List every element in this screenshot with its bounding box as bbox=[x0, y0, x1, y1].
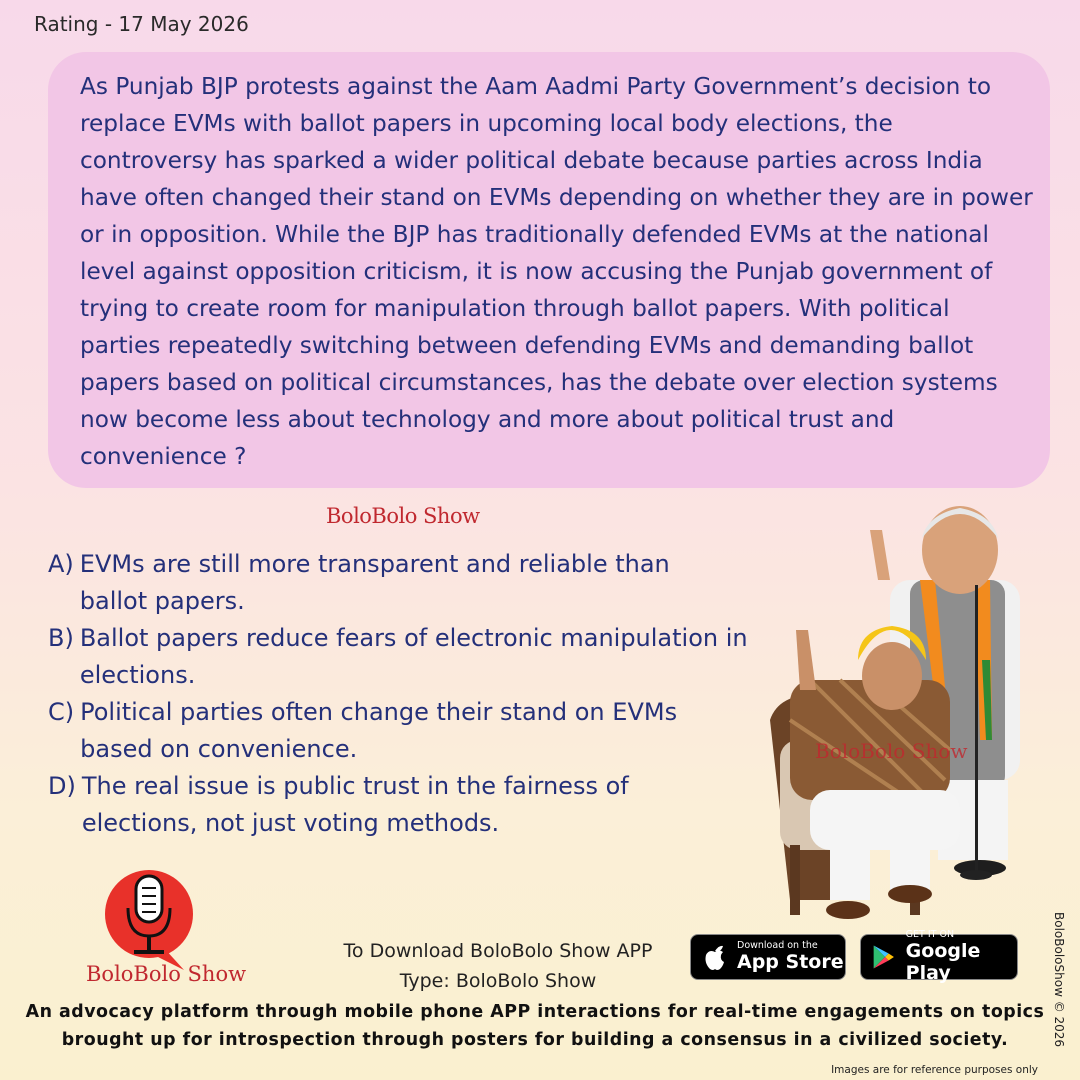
option-text: The real issue is public trust in the fairness of elections, not just voting methods. bbox=[81, 772, 629, 837]
option-text: EVMs are still more transparent and reliable than ballot papers. bbox=[79, 550, 670, 615]
google-play-big: Google Play bbox=[905, 940, 981, 984]
option-text: Ballot papers reduce fears of electronic manipulation in elections. bbox=[79, 624, 748, 689]
download-line-1: To Download BoloBolo Show APP bbox=[343, 940, 653, 962]
brand-watermark: BoloBolo Show bbox=[326, 504, 480, 528]
disclaimer-text: Images are for reference purposes only bbox=[831, 1064, 1038, 1076]
options-list bbox=[48, 546, 788, 842]
copyright-vertical bbox=[1048, 912, 1068, 1062]
google-play-small: GET IT ON bbox=[905, 929, 955, 940]
download-line-2: Type: BoloBolo Show bbox=[399, 970, 597, 992]
download-info bbox=[320, 936, 676, 996]
politicians-illustration bbox=[770, 490, 1040, 930]
option-letter: D) bbox=[48, 772, 76, 800]
illustration-watermark: BoloBolo Show bbox=[815, 739, 968, 763]
copyright-text: BoloBoloShow © 2026 bbox=[1052, 912, 1066, 1048]
option-a[interactable] bbox=[48, 546, 788, 620]
apple-icon bbox=[703, 943, 727, 971]
google-play-icon bbox=[871, 942, 896, 972]
option-letter: B) bbox=[48, 624, 74, 652]
question-box bbox=[48, 52, 1050, 488]
app-store-small: Download on the bbox=[737, 940, 818, 951]
question-text: As Punjab BJP protests against the Aam Aadmi Party Government’s decision to replace EVMs with ballot papers in upcoming local body elections, the controversy has sparked a wider political debate because parties across India have often changed their stand on EVMs depending on whether they are in power or in opposition. While the BJP has traditionally defended EVMs at the national level against opposition criticism, it is now accusing the Punjab government of trying to create room for manipulation through ballot papers. With political parties repeatedly switching between defending EVMs and demanding ballot papers based on political circumstances, has the debate over election systems now become less about technology and more about political trust and convenience ? bbox=[80, 73, 1033, 470]
option-c[interactable] bbox=[48, 694, 788, 768]
option-b[interactable] bbox=[48, 620, 788, 694]
option-letter: A) bbox=[48, 550, 74, 578]
app-store-big: App Store bbox=[737, 951, 844, 973]
google-play-button[interactable] bbox=[860, 929, 1018, 984]
footer-text: An advocacy platform through mobile phone APP interactions for real-time engagements on topics brought up for introspection through posters for building a consensus in a civilized society. bbox=[25, 1002, 1045, 1050]
option-letter: C) bbox=[48, 698, 75, 726]
app-store-button[interactable] bbox=[690, 934, 846, 980]
option-text: Political parties often change their stand on EVMs based on convenience. bbox=[80, 698, 678, 763]
option-d[interactable] bbox=[48, 768, 788, 842]
rating-date: Rating - 17 May 2026 bbox=[34, 12, 249, 36]
logo-brand-text: BoloBolo Show bbox=[86, 962, 247, 986]
